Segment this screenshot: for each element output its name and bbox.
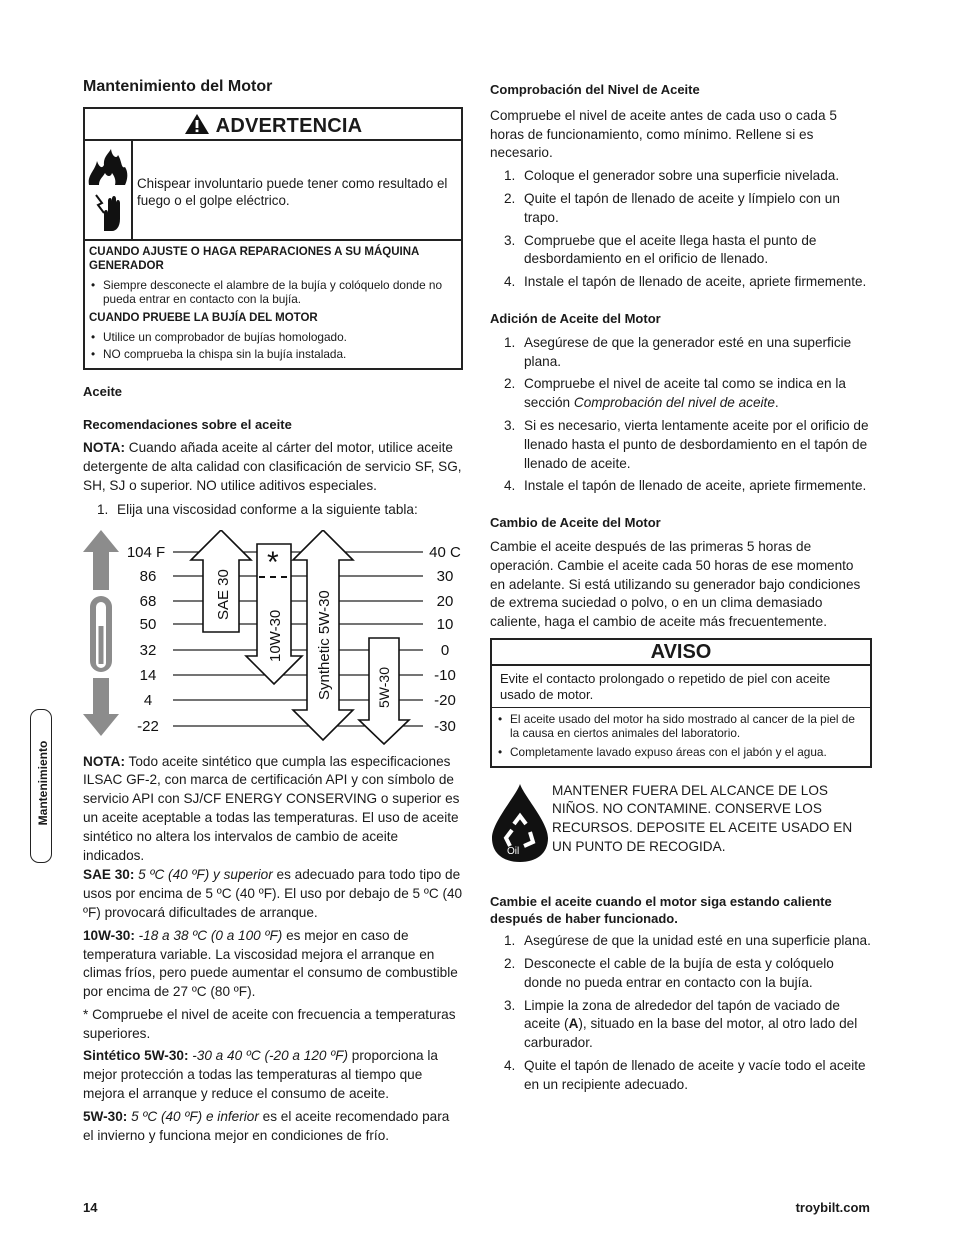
- step-number: 2.: [504, 956, 516, 972]
- arrow-label-10w30: 10W-30: [267, 609, 284, 662]
- step-number: 4.: [504, 274, 516, 290]
- warning-triangle-icon: [184, 113, 210, 135]
- step-number: 2.: [504, 190, 516, 206]
- list-item: [490, 932, 872, 951]
- nota-2-label: NOTA:: [83, 753, 126, 769]
- warning-box: [83, 107, 463, 370]
- list-item: [490, 955, 872, 993]
- w530-para: [83, 1108, 463, 1146]
- step-number: 4.: [504, 1058, 516, 1074]
- add-heading: Adición de Aceite del Motor: [490, 310, 661, 326]
- synthetic-label: Sintético 5W-30:: [83, 1048, 189, 1064]
- step-text: Compruebe que el aceite llega hasta el punto de desbordamiento en el orificio de llenado.: [524, 232, 817, 267]
- warning-hazard-row: [85, 141, 461, 241]
- sae30-label: SAE 30:: [83, 867, 135, 883]
- step-number: 1.: [504, 334, 516, 350]
- list-item: [490, 375, 872, 413]
- warning-text: Chispear involuntario puede tener como resultado el fuego o el golpe eléctrico.: [137, 175, 448, 208]
- recycle-text: MANTENER FUERA DEL ALCANCE DE LOS NIÑOS. NO CONTAMINE. CONSERVE LOS RECURSOS. DEPOSITE EL ACEITE USADO EN UN PUNTO DE RECOGIDA.: [552, 782, 853, 854]
- comp-step-list: [490, 167, 872, 292]
- w530-range: 5 ºC (40 ºF) e inferior: [127, 1108, 259, 1124]
- step-number: 3.: [504, 417, 516, 433]
- warning-heading-1: CUANDO AJUSTE O HAGA REPARACIONES A SU MÁQUINA GENERADOR: [89, 245, 419, 273]
- section-title: Mantenimiento del Motor: [83, 78, 273, 95]
- f-label-4: 4: [143, 691, 153, 709]
- list-item: [490, 190, 872, 228]
- nota-2-text: Todo aceite sintético que cumpla las especificaciones ILSAC GF-2, con marca de certificación API y con símbolo de servicio API con SJ/CF ENERGY CONSERVING o superior es un aceite aceptable a todas las temperaturas. El uso de aceite sintético no altera los intervalos de cambio de aceite indicados.: [83, 753, 460, 863]
- viscosity-step-list: [83, 501, 463, 520]
- step-text: Quite el tapón de llenado de aceite y límpielo con un trapo.: [524, 190, 840, 225]
- c-label-minus-30: -30: [434, 717, 456, 735]
- aceite-heading: Aceite: [83, 383, 123, 399]
- f-label-68: 68: [139, 592, 157, 610]
- aviso-bullets: [492, 708, 870, 766]
- step-number: 1.: [97, 501, 109, 517]
- page-number: 14: [83, 1200, 98, 1215]
- warning-bullet-2: • Utilice un comprobador de bujías homologado.: [89, 330, 455, 345]
- arrow-synthetic-5w30: [293, 530, 353, 740]
- w530-text: es el aceite recomendado para el invierno y funciona mejor en condiciones de frío.: [83, 1108, 450, 1143]
- nota-1-label: NOTA:: [83, 440, 126, 456]
- c-label-30: 30: [436, 567, 454, 585]
- f-label-minus-22: -22: [137, 717, 159, 735]
- arrow-sae30: [191, 530, 251, 632]
- warning-icons: [85, 141, 133, 239]
- c-label-20: 20: [436, 592, 454, 610]
- viscosity-chart: [83, 530, 463, 745]
- nota-1: [83, 439, 463, 495]
- side-tab-label: Mantenimiento: [36, 740, 50, 826]
- step-number: 1.: [504, 933, 516, 949]
- step-text-bold: A: [568, 1016, 579, 1032]
- f-label-32: 32: [139, 641, 157, 659]
- step-text-end: .: [774, 395, 779, 411]
- aviso-text: Evite el contacto prolongado o repetido de piel con aceite usado de motor.: [492, 666, 870, 708]
- sae30-para: [83, 866, 463, 922]
- warning-details: [85, 241, 461, 368]
- hot-heading: Cambie el aceite cuando el motor siga estando caliente después de haber funcionado.: [490, 894, 832, 927]
- sae30-range: 5 ºC (40 ºF) y superior: [134, 867, 273, 883]
- footer-site: troybilt.com: [795, 1200, 870, 1215]
- thermometer-icon: [83, 530, 119, 736]
- warning-bullet-1: • Siempre desconecte el alambre de la bujía y colóquelo donde no pueda entrar en contacto con la bujía.: [89, 278, 455, 307]
- step-text: Asegúrese de que la generador esté en una superficie plana.: [524, 334, 852, 369]
- list-item: [490, 167, 872, 186]
- step-text: Instale el tapón de llenado de aceite, apriete firmemente.: [524, 478, 867, 494]
- step-number: 3.: [504, 997, 516, 1013]
- f-label-86: 86: [139, 567, 157, 585]
- c-label-0: 0: [440, 641, 450, 659]
- step-text: Coloque el generador sobre una superficie nivelada.: [524, 168, 840, 184]
- warning-heading-2: CUANDO PRUEBE LA BUJÍA DEL MOTOR: [89, 311, 318, 324]
- list-item: [490, 477, 872, 496]
- list-item: [490, 417, 872, 473]
- f-label-104: 104 F: [126, 543, 166, 561]
- synthetic-text: proporciona la mejor protección a todas las temperaturas al tiempo que mejora el arranque y reduce el consumo de aceite.: [83, 1048, 438, 1102]
- list-item: [490, 273, 872, 292]
- c-label-40: 40 C: [429, 543, 461, 561]
- step-text: Compruebe el nivel de aceite tal como se indica en la sección: [524, 376, 846, 411]
- w530-label: 5W-30:: [83, 1108, 128, 1124]
- aviso-bullet-1: • El aceite usado del motor ha sido mostrado al cancer de la piel de la causa en ciertos animales del laboratorio.: [496, 712, 864, 741]
- w1030-range: -18 a 38 ºC (0 a 100 ºF): [134, 927, 283, 943]
- step-text: Quite el tapón de llenado de aceite y vacíe todo el aceite en un recipiente adecuado.: [524, 1058, 866, 1092]
- oil-recycle-icon: [490, 782, 552, 870]
- aviso-box: [490, 638, 872, 768]
- arrow-label-synthetic: Synthetic 5W-30: [316, 589, 333, 700]
- step-text-italic: Comprobación del nivel de aceite: [573, 395, 775, 411]
- f-label-14: 14: [139, 666, 157, 684]
- recycle-notice: [490, 782, 872, 870]
- oil-drop-icon: [490, 782, 550, 864]
- oil-icon-label: Oil: [507, 845, 520, 857]
- list-item: [490, 997, 872, 1053]
- recom-heading: Recomendaciones sobre el aceite: [83, 416, 292, 432]
- side-tab: [30, 709, 52, 863]
- star-note: * Compruebe el nivel de aceite con frecuencia a temperaturas superiores.: [83, 1006, 456, 1041]
- comp-text: Compruebe el nivel de aceite antes de cada uso o cada 5 horas de funcionamiento, como mínimo. Rellene si es necesario.: [490, 107, 837, 161]
- right-column: [490, 81, 872, 1099]
- fire-icon: [85, 147, 131, 187]
- w1030-label: 10W-30:: [83, 927, 135, 943]
- aviso-title: AVISO: [492, 640, 870, 666]
- list-item: [490, 1057, 872, 1095]
- arrow-label-5w30: 5W-30: [376, 666, 392, 708]
- step-text: Limpie la zona de alrededor del tapón de vaciado de aceite (: [524, 997, 840, 1032]
- viscosity-chart-svg: [83, 530, 463, 745]
- step-number: 2.: [504, 376, 516, 392]
- electric-shock-icon: [86, 187, 130, 233]
- f-label-50: 50: [139, 615, 157, 633]
- arrow-5w30: [359, 638, 409, 744]
- step-number: 3.: [504, 232, 516, 248]
- warning-header: [85, 109, 461, 141]
- c-label-minus-20: -20: [434, 691, 456, 709]
- step-text: Si es necesario, vierta lentamente aceite por el orificio de llenado hasta el punto de desbordamiento en el tapón de llenado de aceite.: [524, 417, 869, 471]
- hot-step-list: [490, 932, 872, 1094]
- comp-heading: Comprobación del Nivel de Aceite: [490, 82, 700, 97]
- w1030-para: [83, 927, 463, 1002]
- warning-bullet-3: • NO comprueba la chispa sin la bujía instalada.: [89, 347, 455, 362]
- step-text-end: ), situado en la base del motor, al otro lado del carburador.: [524, 1016, 858, 1051]
- synthetic-range: -30 a 40 ºC (-20 a 120 ºF): [188, 1048, 349, 1064]
- nota-1-text: Cuando añada aceite al cárter del motor, utilice aceite detergente de alta calidad con clasificación de servicio SF, SG, SH, SJ o superior. NO utilice aditivos especiales.: [83, 440, 462, 493]
- list-item: [490, 334, 872, 372]
- add-step-list: [490, 334, 872, 496]
- w1030-text: es mejor en caso de temperatura variable. La viscosidad mejora el arranque en climas fríos, pero puede aumentar el consumo de combustible por encima de 27 ºC (80 ºF).: [83, 927, 458, 1000]
- left-column: [83, 78, 463, 1145]
- list-item: [490, 232, 872, 270]
- sae30-text: es adecuado para todo tipo de usos por encima de 5 ºC (40 ºF). El uso por debajo de 5 ºC (40 ºF) provocará dificultades de arranque.: [83, 867, 463, 920]
- step-text: Instale el tapón de llenado de aceite, apriete firmemente.: [524, 274, 867, 290]
- cambio-heading: Cambio de Aceite del Motor: [490, 515, 661, 531]
- step-number: 1.: [504, 168, 516, 184]
- cambio-text: Cambie el aceite después de las primeras 5 horas de operación. Cambie el aceite cada 50 horas de ese momento en adelante. Si está utilizando su generador bajo condiciones de extrema suciedad o polvo, o en un clima demasiado caliente, haga el cambio de aceite más frecuentemente.: [490, 538, 861, 630]
- list-item: [83, 501, 463, 520]
- step-text: Asegúrese de que la unidad esté en una superficie plana.: [524, 933, 871, 949]
- nota-2: [83, 753, 463, 866]
- warning-title: ADVERTENCIA: [215, 114, 363, 137]
- arrow-label-sae30: SAE 30: [215, 568, 232, 620]
- arrow-star: *: [267, 545, 279, 579]
- step-text: Desconecte el cable de la bujía de esta y colóquelo donde no pueda entrar en contacto con la bujía.: [524, 956, 834, 990]
- arrow-10w30: [246, 544, 302, 684]
- step-text: Elija una viscosidad conforme a la siguiente tabla:: [117, 501, 418, 517]
- c-label-minus-10: -10: [434, 666, 456, 684]
- c-label-10: 10: [436, 615, 454, 633]
- synthetic-para: [83, 1047, 463, 1103]
- aviso-bullet-2: • Completamente lavado expuso áreas con el jabón y el agua.: [496, 745, 864, 760]
- step-number: 4.: [504, 478, 516, 494]
